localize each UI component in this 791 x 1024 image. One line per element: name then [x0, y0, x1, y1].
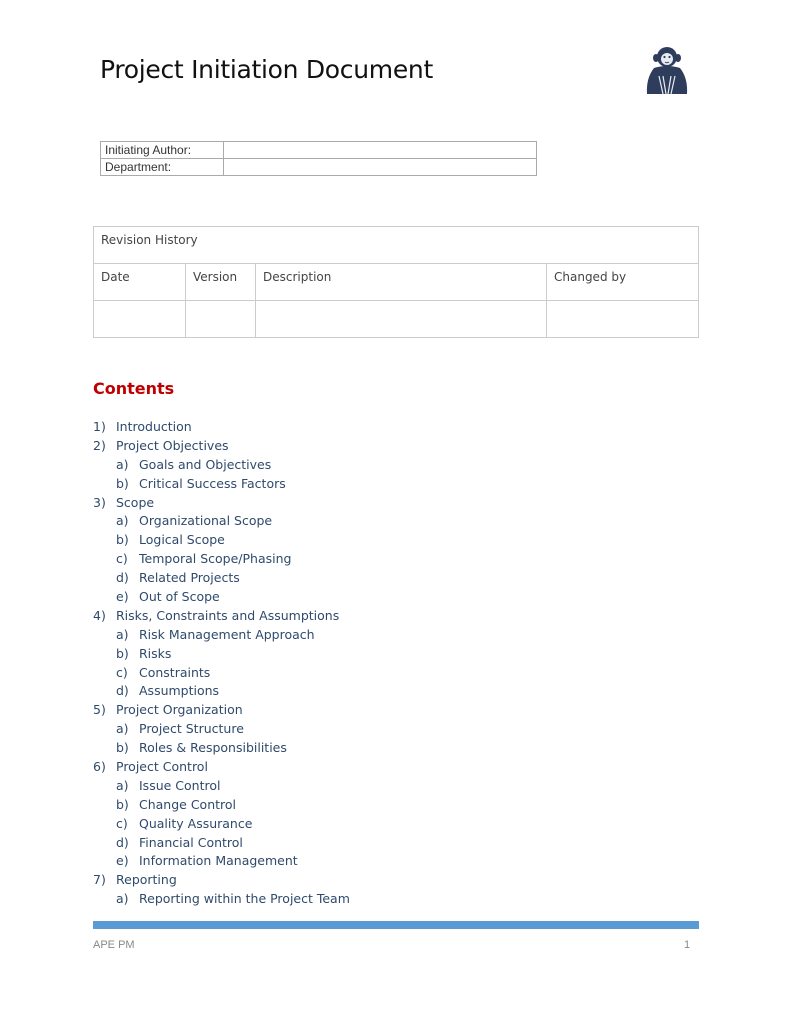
toc-item-number: 4)	[93, 607, 106, 623]
monkey-logo-icon	[644, 44, 690, 96]
toc-item[interactable]	[93, 456, 350, 475]
toc-item[interactable]	[93, 739, 350, 758]
toc-item-label: Related Projects	[139, 570, 240, 586]
revision-history-table	[93, 226, 699, 338]
toc-item-label: Project Structure	[139, 721, 244, 737]
toc-item[interactable]	[93, 475, 350, 494]
table-header-row	[94, 264, 699, 301]
initiating-author-field[interactable]	[224, 142, 537, 159]
toc-item-number: d)	[116, 570, 129, 586]
toc-item-label: Out of Scope	[139, 589, 220, 605]
toc-item-number: a)	[116, 513, 129, 529]
toc-item[interactable]	[93, 550, 350, 569]
toc-item-number: b)	[116, 475, 129, 491]
toc-item[interactable]	[93, 569, 350, 588]
table-row	[101, 159, 537, 176]
toc-item-number: b)	[116, 740, 129, 756]
toc-item-label: Project Organization	[116, 702, 243, 718]
toc-item-label: Risk Management Approach	[139, 626, 315, 642]
toc-item-label: Temporal Scope/Phasing	[139, 551, 292, 567]
toc-item[interactable]	[93, 815, 350, 834]
changed-by-cell[interactable]	[547, 301, 699, 338]
toc-item-label: Change Control	[139, 796, 237, 812]
toc-item[interactable]	[93, 588, 350, 607]
toc-item-label: Quality Assurance	[139, 815, 253, 831]
toc-item-label: Roles & Responsibilities	[139, 740, 287, 756]
toc-item-number: d)	[116, 683, 129, 699]
toc-item-number: 3)	[93, 494, 106, 510]
toc-item-number: 6)	[93, 759, 106, 775]
column-header-version: Version	[186, 264, 256, 301]
toc-item-number: a)	[116, 777, 129, 793]
page-number: 1	[684, 939, 691, 951]
toc-item-number: c)	[116, 551, 128, 567]
toc-item-number: e)	[116, 853, 129, 869]
column-header-date: Date	[94, 264, 186, 301]
date-cell[interactable]	[94, 301, 186, 338]
toc-item-label: Assumptions	[139, 683, 220, 699]
toc-item-label: Reporting within the Project Team	[139, 891, 350, 907]
toc-item-label: Risks	[139, 645, 172, 661]
toc-item-number: a)	[116, 721, 129, 737]
toc-item[interactable]	[93, 834, 350, 853]
toc-item[interactable]	[93, 512, 350, 531]
toc-item-label: Goals and Objectives	[139, 456, 272, 472]
toc-item[interactable]	[93, 607, 350, 626]
toc-item-number: 5)	[93, 702, 106, 718]
document-title: Project Initiation Document	[100, 55, 433, 84]
toc-item-label: Scope	[116, 494, 155, 510]
toc-item-label: Project Objectives	[116, 437, 229, 453]
toc-item-number: b)	[116, 532, 129, 548]
toc-item-label: Introduction	[116, 419, 192, 434]
toc-item[interactable]	[93, 852, 350, 871]
footer-company: APE PM	[93, 939, 135, 951]
department-field[interactable]	[224, 159, 537, 176]
toc-item[interactable]	[93, 437, 350, 456]
toc-item-label: Information Management	[139, 853, 298, 869]
toc-item-number: a)	[116, 891, 129, 907]
toc-item-number: e)	[116, 589, 129, 605]
toc-item[interactable]	[93, 531, 350, 550]
toc-item[interactable]	[93, 777, 350, 796]
table-row	[101, 142, 537, 159]
version-cell[interactable]	[186, 301, 256, 338]
author-info-table	[100, 141, 537, 176]
toc-item[interactable]	[93, 890, 350, 909]
table-of-contents	[93, 418, 350, 909]
table-row	[94, 301, 699, 338]
column-header-description: Description	[256, 264, 547, 301]
toc-item-label: Financial Control	[139, 834, 243, 850]
toc-item-number: c)	[116, 815, 128, 831]
toc-item-number: c)	[116, 664, 128, 680]
toc-item[interactable]	[93, 645, 350, 664]
table-row	[94, 227, 699, 264]
toc-item[interactable]	[93, 418, 350, 437]
toc-item[interactable]	[93, 758, 350, 777]
toc-item-label: Reporting	[116, 872, 177, 888]
column-header-changed-by: Changed by	[547, 264, 699, 301]
toc-item-number: b)	[116, 645, 129, 661]
toc-item[interactable]	[93, 720, 350, 739]
toc-item-label: Organizational Scope	[139, 513, 273, 529]
toc-item-number: d)	[116, 834, 129, 850]
toc-item[interactable]	[93, 871, 350, 890]
department-label: Department:	[101, 159, 224, 176]
footer-divider	[93, 921, 699, 929]
toc-item-label: Logical Scope	[139, 532, 225, 548]
toc-item[interactable]	[93, 664, 350, 683]
toc-item-label: Risks, Constraints and Assumptions	[116, 607, 340, 623]
toc-item-label: Project Control	[116, 759, 208, 775]
toc-item-label: Constraints	[139, 664, 211, 680]
revision-history-title: Revision History	[94, 227, 699, 264]
toc-item-label: Issue Control	[139, 777, 221, 793]
toc-item-number: a)	[116, 626, 129, 642]
initiating-author-label: Initiating Author:	[101, 142, 224, 159]
toc-item[interactable]	[93, 796, 350, 815]
toc-item[interactable]	[93, 494, 350, 513]
description-cell[interactable]	[256, 301, 547, 338]
toc-item[interactable]	[93, 626, 350, 645]
toc-item-label: Critical Success Factors	[139, 475, 286, 491]
toc-item[interactable]	[93, 701, 350, 720]
toc-item-number: a)	[116, 456, 129, 472]
toc-item-number: 7)	[93, 872, 106, 888]
toc-item-number: 2)	[93, 437, 106, 453]
toc-item-number: b)	[116, 796, 129, 812]
toc-item[interactable]	[93, 682, 350, 701]
toc-item-number: 1)	[93, 419, 106, 434]
contents-heading: Contents	[93, 379, 175, 398]
